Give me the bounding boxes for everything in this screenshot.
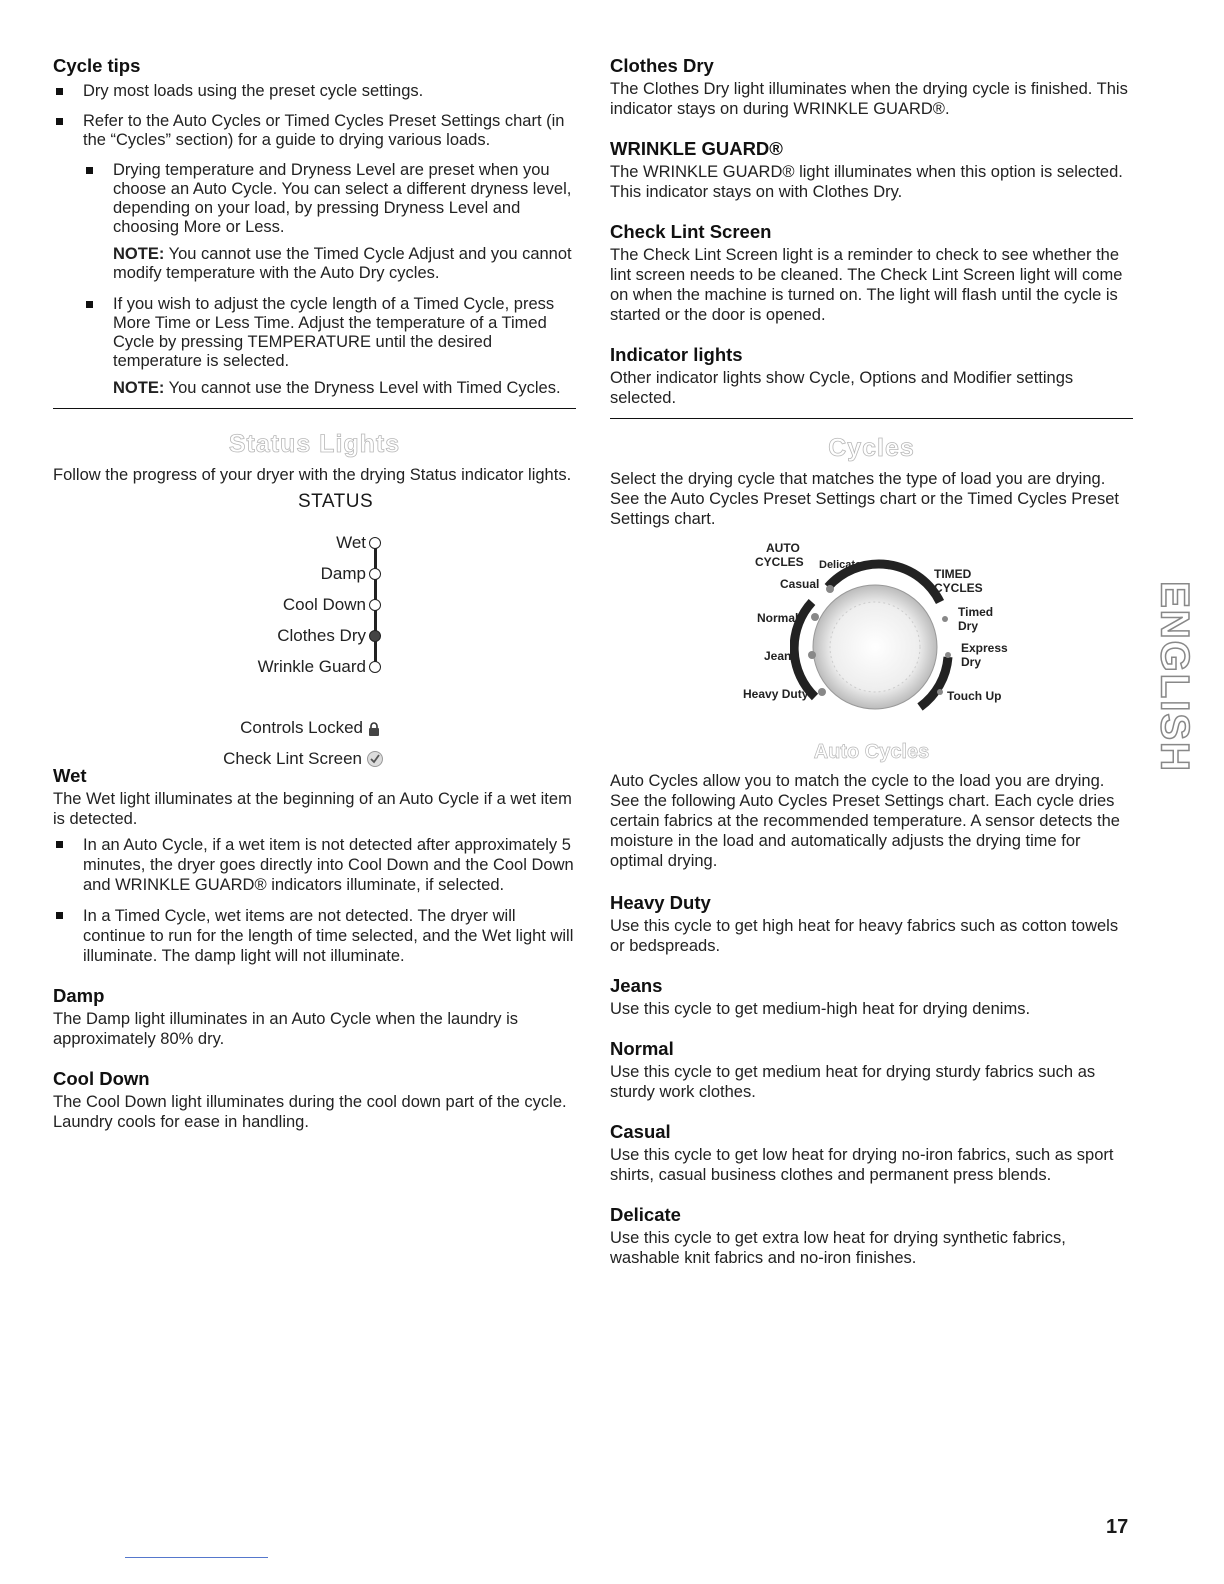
status-lights-title: Status Lights <box>228 430 401 458</box>
dial-casual: Casual <box>780 577 820 591</box>
cycles-intro: Select the drying cycle that matches the type of load you are drying. See the Auto Cycles Preset Settings chart or the Timed Cycles Preset Settings chart. <box>610 470 1119 528</box>
damp-heading: Damp <box>53 985 105 1006</box>
check-lint-heading: Check Lint Screen <box>610 221 772 242</box>
note <box>53 245 576 283</box>
note-text: You cannot use the Dryness Level with Timed Cycles. <box>164 379 561 397</box>
wrinkle-guard-light-icon <box>369 661 381 673</box>
wet-text: The Wet light illuminates at the beginning of an Auto Cycle if a wet item is detected. <box>53 790 572 828</box>
auto-cycles-label-1: AUTO <box>766 541 800 555</box>
clothes-dry-light-icon <box>369 630 381 642</box>
dial-touch-up: Touch Up <box>947 689 1002 703</box>
auto-cycles-text: Auto Cycles allow you to match the cycle to the load you are drying. See the following Auto Cycles Preset Settings chart. Each cycle dries certain fabrics at the recommended temperature. A sensor detects the moisture in the load and automatically adjusts the drying time for optimal drying. <box>610 772 1120 870</box>
language-side-tab-label: ENGLISH <box>1152 581 1197 773</box>
dial-heavy-duty: Heavy Duty <box>743 687 809 701</box>
list-item: Dry most loads using the preset cycle settings. <box>53 82 576 101</box>
list-item: Drying temperature and Dryness Level are preset when you choose an Auto Cycle. You can select a different dryness level, depending on your load, by pressing Dryness Level and choosing More or Less. <box>83 161 576 237</box>
status-diagram <box>53 491 576 771</box>
wrinkle-guard-text: The WRINKLE GUARD® light illuminates when this option is selected. This indicator stays on with Clothes Dry. <box>610 163 1123 201</box>
dial-delicate: Delicate <box>819 559 862 571</box>
cycle-tips-list <box>53 82 576 150</box>
cool-down-text: The Cool Down light illuminates during the cool down part of the cycle. Laundry cools for ease in handling. <box>53 1093 567 1131</box>
jeans-section <box>610 974 1133 1019</box>
damp-light-icon <box>369 568 381 580</box>
clothes-dry-section <box>610 54 1133 119</box>
status-label-damp: Damp <box>320 564 366 583</box>
auto-cycles-title: Auto Cycles <box>813 741 930 763</box>
timed-cycles-label-1: TIMED <box>934 567 972 581</box>
list-item: In a Timed Cycle, wet items are not detected. The dryer will continue to run for the length of time selected, and the Wet light will illuminate. The damp light will not illuminate. <box>53 906 576 966</box>
auto-cycles-section <box>610 771 1133 871</box>
page-number: 17 <box>1106 1516 1129 1538</box>
check-lint-section <box>610 220 1133 325</box>
cycle-tips-sublist-2 <box>83 295 576 371</box>
wet-section <box>53 764 576 966</box>
timed-cycles-label-2: CYCLES <box>934 581 983 595</box>
indicator-text: Other indicator lights show Cycle, Options and Modifier settings selected. <box>610 369 1074 407</box>
cool-down-section <box>53 1067 576 1132</box>
list-item: If you wish to adjust the cycle length of a Timed Cycle, press More Time or Less Time. Adjust the temperature of a Timed Cycle by pressing TEMPERATURE until the desired temperature is selected. <box>83 295 576 371</box>
clothes-dry-heading: Clothes Dry <box>610 55 714 76</box>
wrinkle-guard-heading: WRINKLE GUARD® <box>610 138 783 159</box>
lock-icon <box>367 721 381 737</box>
dial-express-dry-2: Dry <box>961 655 982 669</box>
dial-normal: Normal <box>757 611 799 625</box>
cool-down-heading: Cool Down <box>53 1068 150 1089</box>
clothes-dry-text: The Clothes Dry light illuminates when the drying cycle is finished. This indicator stays on during WRINKLE GUARD®. <box>610 80 1128 118</box>
lint-screen-icon <box>366 750 384 768</box>
status-label-check-lint: Check Lint Screen <box>223 749 362 768</box>
cool-down-light-icon <box>369 599 381 611</box>
dial-timed-dry-2: Dry <box>958 619 979 633</box>
damp-text: The Damp light illuminates in an Auto Cycle when the laundry is approximately 80% dry. <box>53 1010 518 1048</box>
status-label-wet: Wet <box>336 533 366 552</box>
jeans-heading: Jeans <box>610 975 663 996</box>
casual-heading: Casual <box>610 1121 671 1142</box>
jeans-text: Use this cycle to get medium-high heat for drying denims. <box>610 1000 1031 1018</box>
left-column <box>53 54 576 1150</box>
note-text: You cannot use the Timed Cycle Adjust and you cannot modify temperature with the Auto Dry cycles. <box>113 245 572 282</box>
normal-section <box>610 1037 1133 1102</box>
status-label-wrinkle-guard: Wrinkle Guard <box>257 657 366 676</box>
section-divider <box>53 408 576 409</box>
indicator-section <box>610 343 1133 408</box>
cycles-title: Cycles <box>828 434 915 462</box>
dial-jeans: Jeans <box>764 649 799 663</box>
note-label: NOTE: <box>113 245 165 263</box>
delicate-heading: Delicate <box>610 1204 681 1225</box>
cycle-tips-sublist <box>83 161 576 237</box>
dial-timed-dry-1: Timed <box>958 605 994 619</box>
status-label-controls-locked: Controls Locked <box>240 718 363 737</box>
heavy-duty-text: Use this cycle to get high heat for heavy fabrics such as cotton towels or bedspreads. <box>610 917 1119 955</box>
status-lights-intro: Follow the progress of your dryer with the drying Status indicator lights. <box>53 466 572 484</box>
wet-list <box>53 835 576 966</box>
wrinkle-guard-section <box>610 137 1133 202</box>
footer-rule <box>125 1557 268 1558</box>
cycle-knob-icon <box>790 557 960 727</box>
cycle-tips-heading: Cycle tips <box>53 55 141 76</box>
delicate-section <box>610 1203 1133 1268</box>
check-lint-text: The Check Lint Screen light is a reminder to check to see whether the lint screen needs to be cleaned. The Check Lint Screen light will come on when the machine is turned on. The light will flash until the cycle is started or the door is opened. <box>610 246 1123 324</box>
delicate-text: Use this cycle to get extra low heat for drying synthetic fabrics, washable knit fabrics and no-iron finishes. <box>610 1229 1066 1267</box>
damp-section <box>53 984 576 1049</box>
list-item: In an Auto Cycle, if a wet item is not detected after approximately 5 minutes, the dryer goes directly into Cool Down and the Cool Down and WRINKLE GUARD® indicators illuminate, if selected. <box>53 835 576 895</box>
list-item: Refer to the Auto Cycles or Timed Cycles Preset Settings chart (in the “Cycles” section) for a guide to drying various loads. <box>53 112 576 150</box>
heavy-duty-section <box>610 891 1133 956</box>
note <box>53 379 576 398</box>
language-side-tab <box>1152 563 1197 791</box>
status-label-cool-down: Cool Down <box>282 595 366 614</box>
cycle-dial-diagram <box>610 537 1133 737</box>
heavy-duty-heading: Heavy Duty <box>610 892 711 913</box>
auto-cycles-label-2: CYCLES <box>755 555 804 569</box>
right-column <box>610 54 1133 1286</box>
normal-heading: Normal <box>610 1038 674 1059</box>
wet-light-icon <box>369 537 381 549</box>
normal-text: Use this cycle to get medium heat for drying sturdy fabrics such as sturdy work clothes. <box>610 1063 1096 1101</box>
section-divider <box>610 418 1133 419</box>
status-label-clothes-dry: Clothes Dry <box>277 626 366 645</box>
casual-text: Use this cycle to get low heat for drying no-iron fabrics, such as sport shirts, casual business clothes and permanent press blends. <box>610 1146 1114 1184</box>
wet-heading: Wet <box>53 765 87 786</box>
note-label: NOTE: <box>113 379 165 397</box>
dial-express-dry-1: Express <box>961 641 1008 655</box>
indicator-heading: Indicator lights <box>610 344 743 365</box>
status-heading: STATUS <box>298 491 374 512</box>
casual-section <box>610 1120 1133 1185</box>
cycle-tips-section <box>53 54 576 398</box>
